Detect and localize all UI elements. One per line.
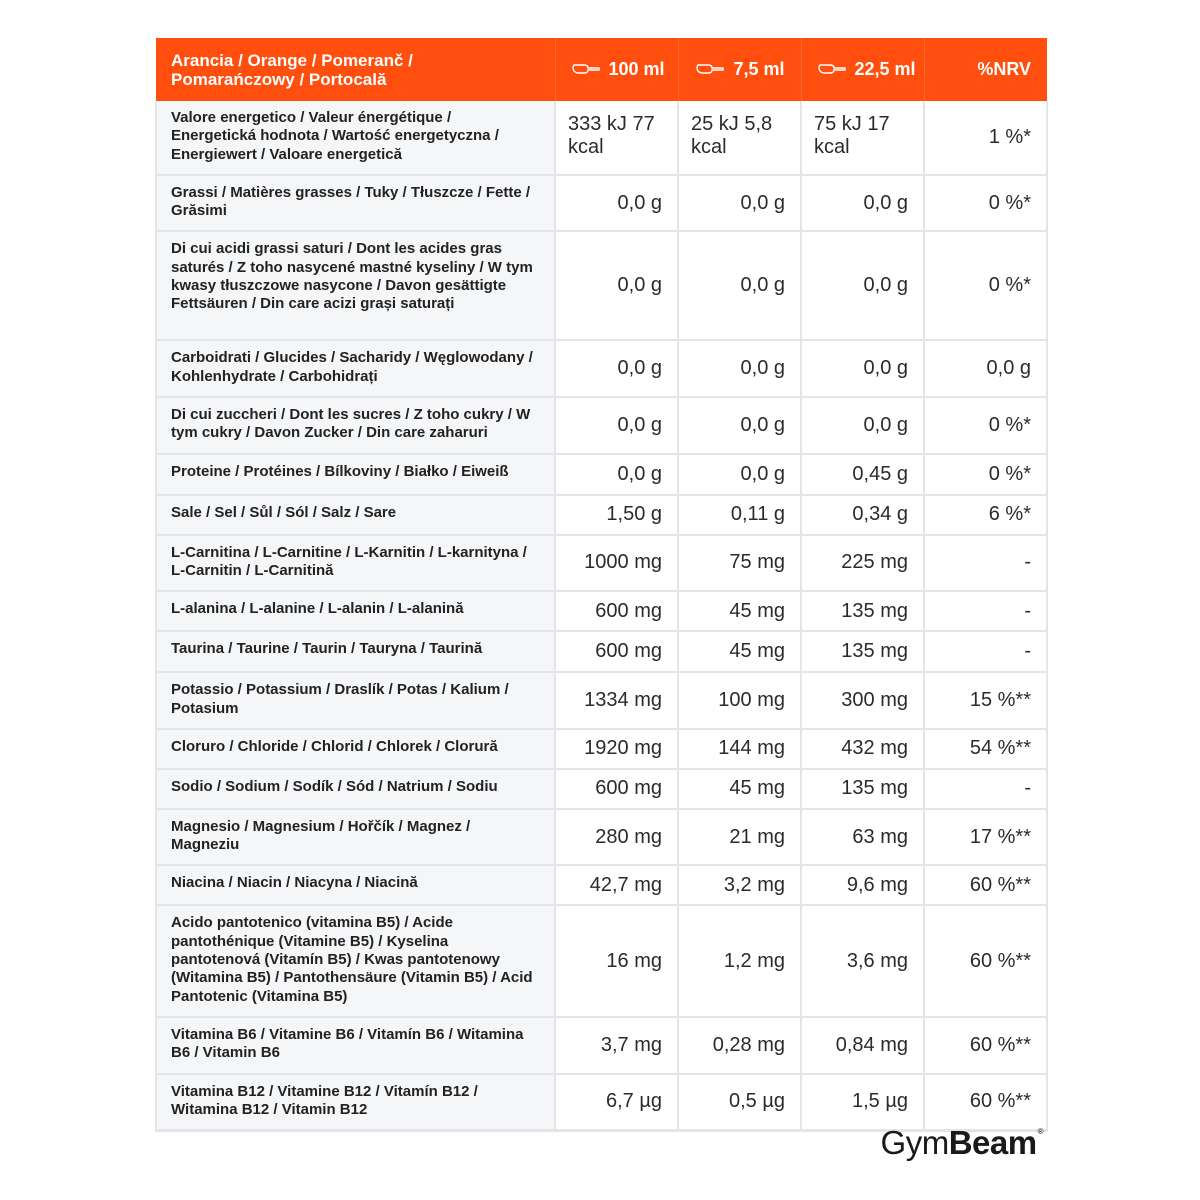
header-nrv: %NRV xyxy=(924,38,1047,101)
value-22-5ml: 432 mg xyxy=(801,729,924,769)
nutrient-name: Cloruro / Chloride / Chlorid / Chlorek / Clorură xyxy=(156,729,555,769)
value-7-5ml: 0,0 g xyxy=(678,175,801,232)
value-100ml: 6,7 µg xyxy=(555,1074,678,1131)
value-22-5ml: 135 mg xyxy=(801,631,924,672)
value-nrv: - xyxy=(924,631,1047,672)
value-7-5ml: 75 mg xyxy=(678,535,801,592)
nutrient-name: Sodio / Sodium / Sodík / Sód / Natrium / Sodiu xyxy=(156,769,555,809)
value-7-5ml: 0,0 g xyxy=(678,231,801,340)
value-22-5ml: 75 kJ 17 kcal xyxy=(801,101,924,175)
header-row xyxy=(156,38,1047,101)
value-22-5ml: 0,0 g xyxy=(801,340,924,397)
table-row xyxy=(156,631,1047,672)
nutrient-name: Proteine / Protéines / Bílkoviny / Białko / Eiweiß xyxy=(156,454,555,495)
nutrient-name: Potassio / Potassium / Draslík / Potas / Kalium / Potasium xyxy=(156,672,555,729)
value-nrv: - xyxy=(924,591,1047,631)
table-row xyxy=(156,397,1047,454)
value-100ml: 42,7 mg xyxy=(555,865,678,905)
nutrition-table xyxy=(155,38,1048,1132)
value-nrv: 0 %* xyxy=(924,454,1047,495)
value-7-5ml: 0,0 g xyxy=(678,340,801,397)
value-22-5ml: 9,6 mg xyxy=(801,865,924,905)
value-22-5ml: 3,6 mg xyxy=(801,905,924,1016)
value-nrv: 54 %** xyxy=(924,729,1047,769)
value-7-5ml: 45 mg xyxy=(678,631,801,672)
nutrient-name: L-alanina / L-alanine / L-alanin / L-alanină xyxy=(156,591,555,631)
registered-mark: ® xyxy=(1037,1127,1043,1136)
table-row xyxy=(156,865,1047,905)
header-col-7-5ml xyxy=(678,38,801,101)
nutrient-name: Di cui acidi grassi saturi / Dont les acides gras saturés / Z toho nasycené mastné kyseliny / W tym kwasy tłuszczowe nasycone / Davon gesättigte Fettsäuren / Din care acizi grași saturați xyxy=(156,231,555,340)
table-row xyxy=(156,769,1047,809)
value-7-5ml: 3,2 mg xyxy=(678,865,801,905)
value-nrv: 1 %* xyxy=(924,101,1047,175)
value-22-5ml: 0,84 mg xyxy=(801,1017,924,1074)
value-100ml: 0,0 g xyxy=(555,340,678,397)
value-100ml: 16 mg xyxy=(555,905,678,1016)
value-nrv: 6 %* xyxy=(924,495,1047,535)
value-22-5ml: 225 mg xyxy=(801,535,924,592)
scoop-icon xyxy=(696,64,724,74)
value-100ml: 280 mg xyxy=(555,809,678,866)
value-100ml: 3,7 mg xyxy=(555,1017,678,1074)
value-7-5ml: 0,0 g xyxy=(678,454,801,495)
value-100ml: 0,0 g xyxy=(555,231,678,340)
nutrient-name: Niacina / Niacin / Niacyna / Niacină xyxy=(156,865,555,905)
value-100ml: 0,0 g xyxy=(555,397,678,454)
value-nrv: 60 %** xyxy=(924,905,1047,1016)
value-7-5ml: 25 kJ 5,8 kcal xyxy=(678,101,801,175)
nutrient-name: Vitamina B6 / Vitamine B6 / Vitamín B6 / Witamina B6 / Vitamin B6 xyxy=(156,1017,555,1074)
table-row xyxy=(156,340,1047,397)
nutrient-name: Acido pantotenico (vitamina B5) / Acide pantothénique (Vitamine B5) / Kyselina pantotenová (Vitamín B5) / Kwas pantotenowy (Witamina B5) / Pantothensäure (Vitamin B5) / Acid Pantotenic (Vitamina B5) xyxy=(156,905,555,1016)
value-nrv: 17 %** xyxy=(924,809,1047,866)
value-100ml: 0,0 g xyxy=(555,454,678,495)
nutrient-name: Vitamina B12 / Vitamine B12 / Vitamín B12 / Witamina B12 / Vitamin B12 xyxy=(156,1074,555,1131)
gymbeam-logo xyxy=(881,1124,1043,1162)
nutrient-name: Taurina / Taurine / Taurin / Tauryna / Taurină xyxy=(156,631,555,672)
value-nrv: - xyxy=(924,535,1047,592)
nutrient-name: Valore energetico / Valeur énergétique / Energetická hodnota / Wartość energetyczna / Energiewert / Valoare energetică xyxy=(156,101,555,175)
nutrient-name: Di cui zuccheri / Dont les sucres / Z toho cukry / W tym cukry / Davon Zucker / Din care zaharuri xyxy=(156,397,555,454)
value-100ml: 1000 mg xyxy=(555,535,678,592)
table-row xyxy=(156,729,1047,769)
value-nrv: 60 %** xyxy=(924,865,1047,905)
header-col-22-5ml-label: 22,5 ml xyxy=(854,59,916,79)
nutrient-name: Sale / Sel / Sůl / Sól / Salz / Sare xyxy=(156,495,555,535)
table-row xyxy=(156,672,1047,729)
table-row xyxy=(156,905,1047,1016)
value-22-5ml: 135 mg xyxy=(801,591,924,631)
header-flavor: Arancia / Orange / Pomeranč / Pomarańczowy / Portocală xyxy=(156,38,555,101)
table-row xyxy=(156,495,1047,535)
nutrient-name: Carboidrati / Glucides / Sacharidy / Węglowodany / Kohlenhydrate / Carbohidrați xyxy=(156,340,555,397)
logo-text-light: Gym xyxy=(880,1124,949,1161)
value-nrv: - xyxy=(924,769,1047,809)
value-22-5ml: 0,34 g xyxy=(801,495,924,535)
value-100ml: 600 mg xyxy=(555,591,678,631)
value-22-5ml: 0,45 g xyxy=(801,454,924,495)
value-22-5ml: 135 mg xyxy=(801,769,924,809)
value-100ml: 0,0 g xyxy=(555,175,678,232)
value-22-5ml: 0,0 g xyxy=(801,175,924,232)
header-col-100ml-label: 100 ml xyxy=(608,59,665,79)
value-7-5ml: 1,2 mg xyxy=(678,905,801,1016)
value-22-5ml: 0,0 g xyxy=(801,397,924,454)
table-row xyxy=(156,101,1047,175)
header-col-100ml xyxy=(555,38,678,101)
value-nrv: 0 %* xyxy=(924,397,1047,454)
value-100ml: 333 kJ 77 kcal xyxy=(555,101,678,175)
value-nrv: 15 %** xyxy=(924,672,1047,729)
header-col-7-5ml-label: 7,5 ml xyxy=(733,59,785,79)
value-7-5ml: 0,5 µg xyxy=(678,1074,801,1131)
value-7-5ml: 45 mg xyxy=(678,591,801,631)
nutrient-name: L-Carnitina / L-Carnitine / L-Karnitin / L-karnityna / L-Carnitin / L-Carnitină xyxy=(156,535,555,592)
table-row xyxy=(156,231,1047,340)
value-22-5ml: 0,0 g xyxy=(801,231,924,340)
table-row xyxy=(156,591,1047,631)
value-nrv: 0,0 g xyxy=(924,340,1047,397)
table-row xyxy=(156,809,1047,866)
table-row xyxy=(156,1017,1047,1074)
table-row xyxy=(156,1074,1047,1131)
value-7-5ml: 0,28 mg xyxy=(678,1017,801,1074)
value-nrv: 0 %* xyxy=(924,231,1047,340)
table-row xyxy=(156,454,1047,495)
value-7-5ml: 21 mg xyxy=(678,809,801,866)
value-nrv: 60 %** xyxy=(924,1017,1047,1074)
table-row xyxy=(156,535,1047,592)
value-100ml: 1334 mg xyxy=(555,672,678,729)
scoop-icon xyxy=(818,64,846,74)
value-100ml: 1,50 g xyxy=(555,495,678,535)
value-7-5ml: 0,11 g xyxy=(678,495,801,535)
nutrient-name: Grassi / Matières grasses / Tuky / Tłuszcze / Fette / Grăsimi xyxy=(156,175,555,232)
logo-text-bold: Beam xyxy=(948,1124,1037,1161)
value-nrv: 60 %** xyxy=(924,1074,1047,1131)
value-nrv: 0 %* xyxy=(924,175,1047,232)
value-7-5ml: 45 mg xyxy=(678,769,801,809)
scoop-icon xyxy=(572,64,600,74)
header-col-22-5ml xyxy=(801,38,924,101)
value-7-5ml: 144 mg xyxy=(678,729,801,769)
nutrient-name: Magnesio / Magnesium / Hořčík / Magnez / Magneziu xyxy=(156,809,555,866)
value-100ml: 600 mg xyxy=(555,631,678,672)
value-100ml: 600 mg xyxy=(555,769,678,809)
value-22-5ml: 63 mg xyxy=(801,809,924,866)
value-22-5ml: 1,5 µg xyxy=(801,1074,924,1131)
value-7-5ml: 100 mg xyxy=(678,672,801,729)
value-22-5ml: 300 mg xyxy=(801,672,924,729)
table-row xyxy=(156,175,1047,232)
value-100ml: 1920 mg xyxy=(555,729,678,769)
value-7-5ml: 0,0 g xyxy=(678,397,801,454)
